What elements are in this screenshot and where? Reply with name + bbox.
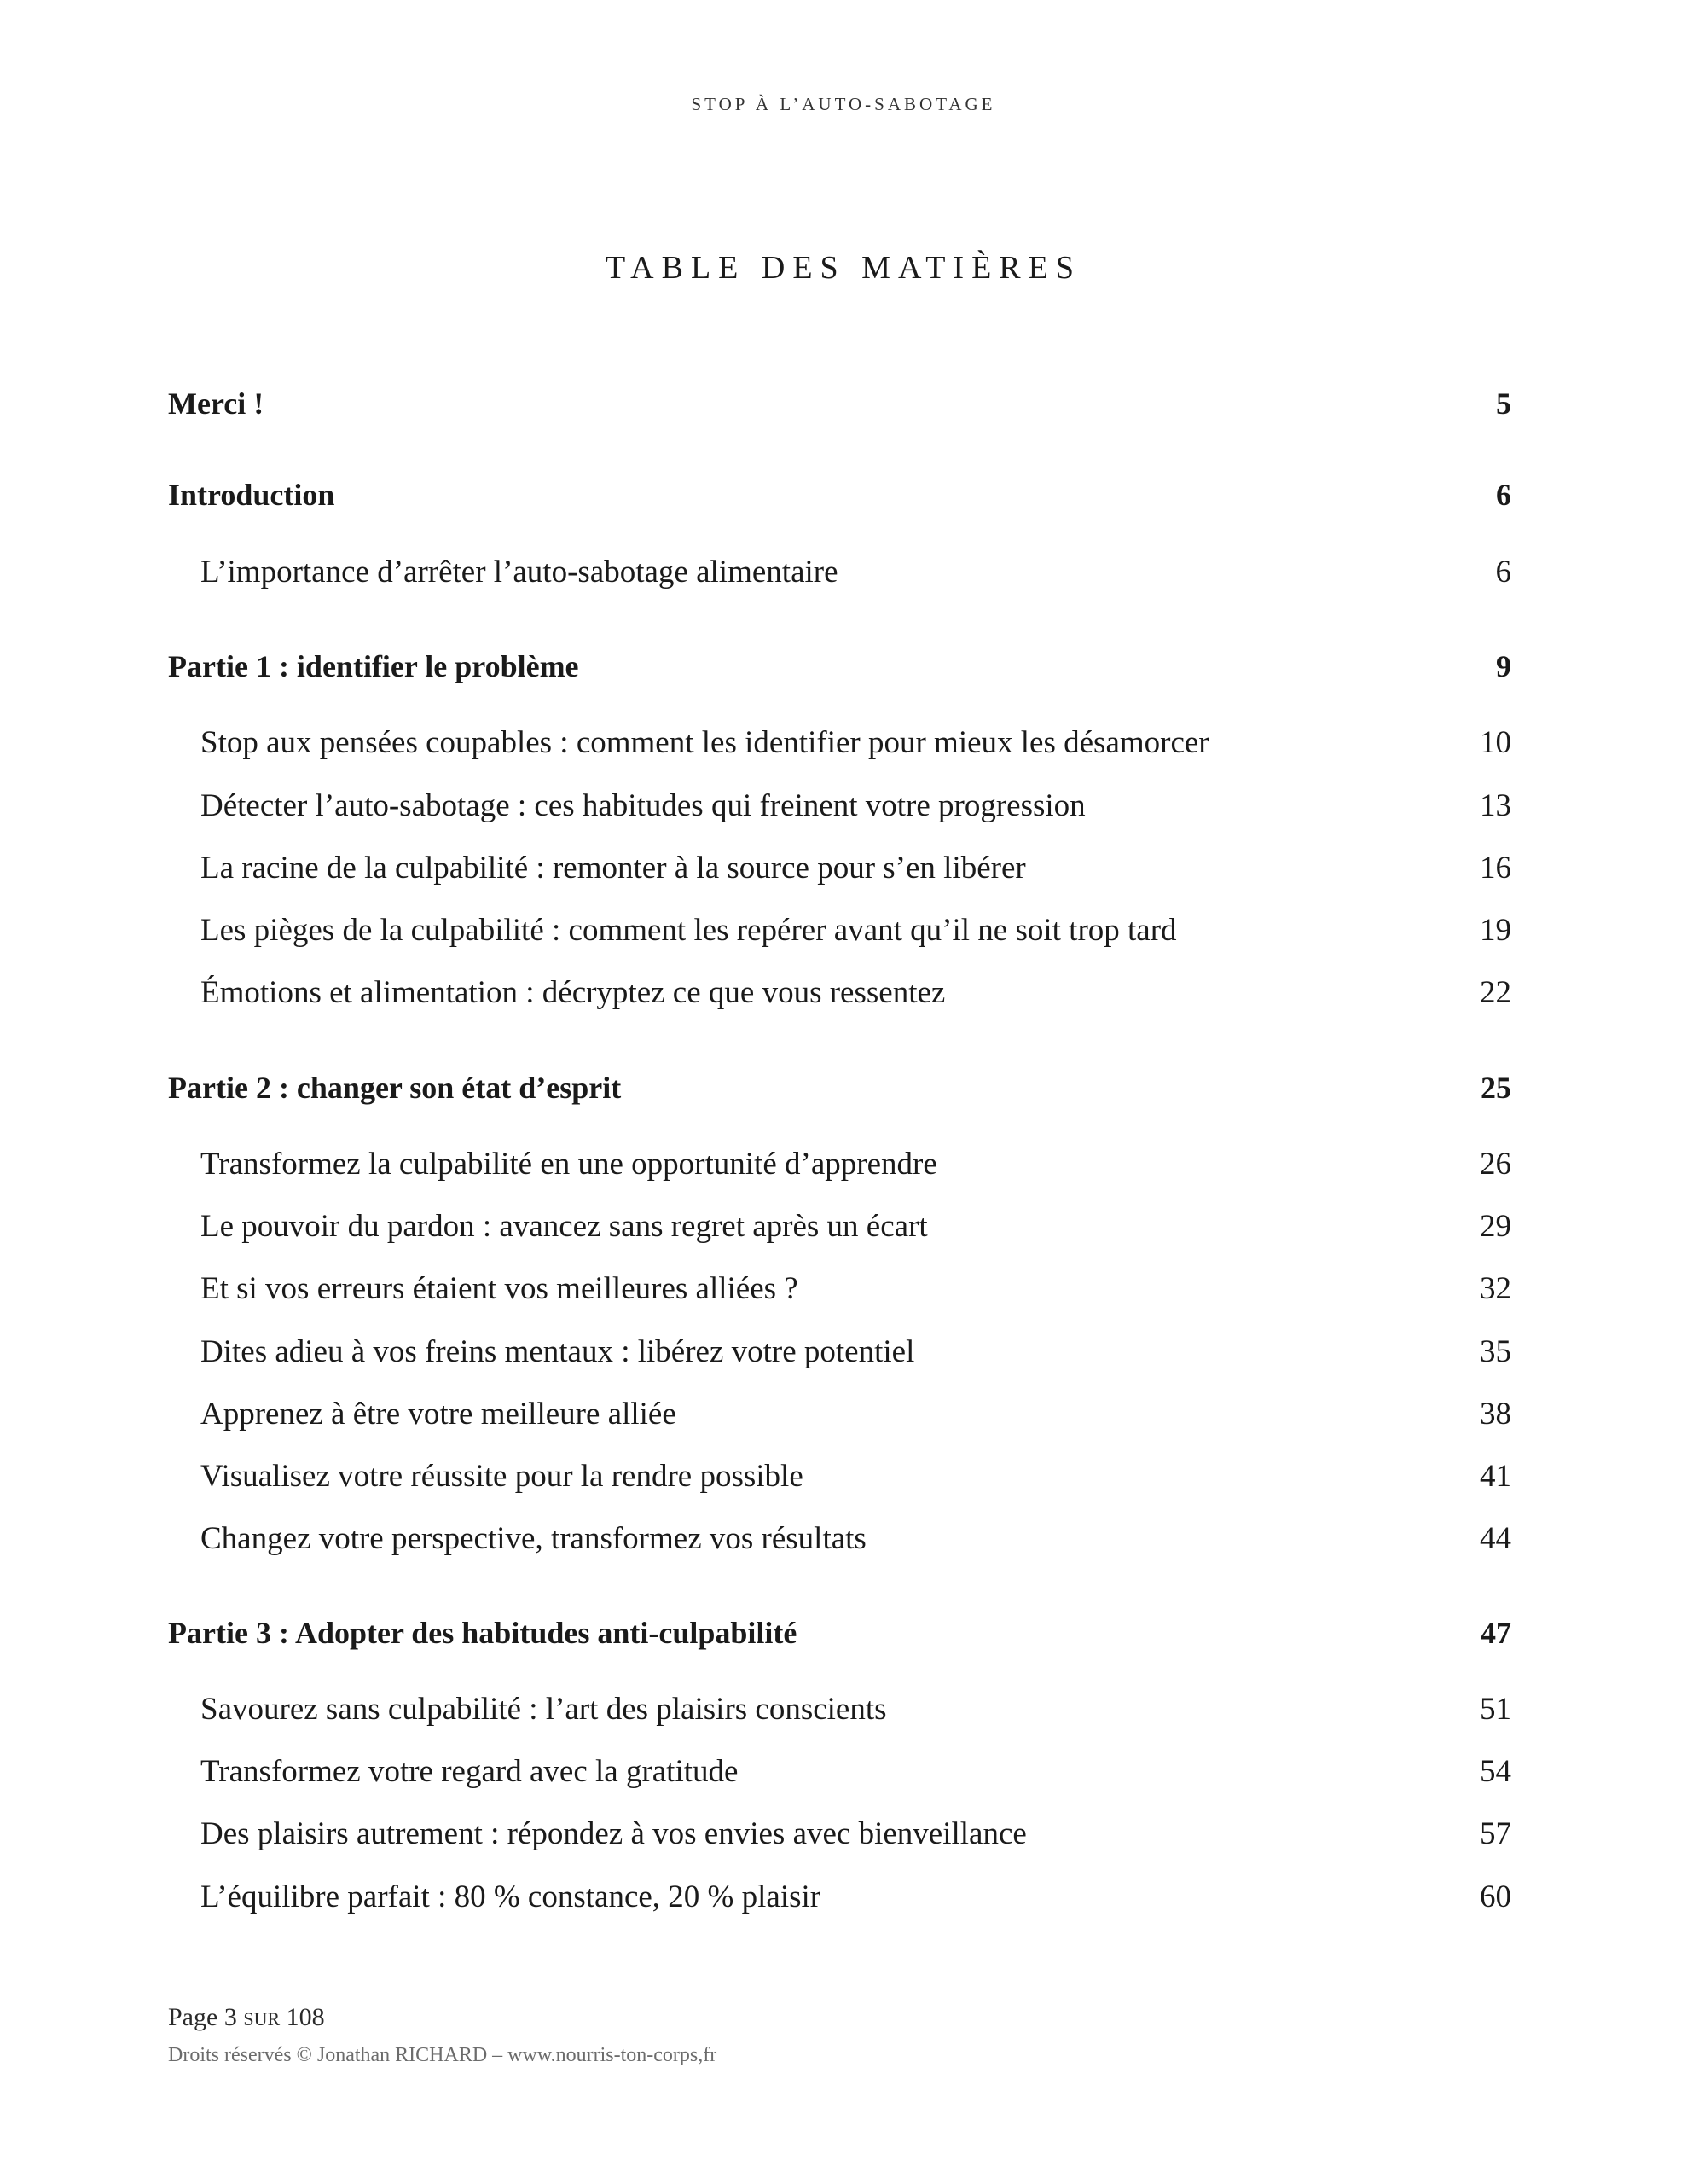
toc-entry-page: 54: [1480, 1754, 1511, 1789]
toc-entry-merci[interactable]: [168, 382, 1511, 425]
page-of: SUR: [243, 2008, 281, 2030]
toc-entry-page: 29: [1480, 1209, 1511, 1244]
toc-entry-page: 10: [1480, 725, 1511, 760]
toc-entry-label: Détecter l’auto-sabotage : ces habitudes qui freinent votre progression: [200, 788, 1086, 823]
toc-entry-partie-1[interactable]: [168, 645, 1511, 688]
toc-entry-equilibre[interactable]: [168, 1876, 1511, 1919]
toc-entry-label: Changez votre perspective, transformez vos résultats: [200, 1521, 867, 1556]
toc-entry-page: 32: [1480, 1271, 1511, 1306]
toc-entry-page: 26: [1480, 1147, 1511, 1182]
toc-entry-pensees-coupables[interactable]: [168, 722, 1511, 764]
toc-entry-page: 41: [1480, 1459, 1511, 1494]
toc-entry-gratitude[interactable]: [168, 1751, 1511, 1793]
toc-entry-page: 6: [1495, 555, 1511, 590]
toc-entry-visualisez[interactable]: [168, 1455, 1511, 1498]
page-current: 3: [223, 2003, 237, 2031]
page-total: 108: [286, 2003, 325, 2031]
toc-entry-transformez-culpabilite[interactable]: [168, 1143, 1511, 1186]
toc-entry-freins[interactable]: [168, 1331, 1511, 1374]
toc-entry-page: 5: [1496, 386, 1511, 421]
toc-entry-label: Dites adieu à vos freins mentaux : libérez votre potentiel: [200, 1334, 915, 1369]
toc-entry-page: 51: [1480, 1692, 1511, 1727]
toc-entry-page: 35: [1480, 1334, 1511, 1369]
toc-entry-label: Apprenez à être votre meilleure alliée: [200, 1397, 676, 1432]
toc-entry-page: 57: [1480, 1816, 1511, 1851]
toc-entry-page: 47: [1481, 1616, 1511, 1650]
toc-entry-label: Merci !: [168, 386, 264, 421]
running-header: STOP À L’AUTO-SABOTAGE: [691, 94, 996, 114]
toc-entry-label: Émotions et alimentation : décryptez ce que vous ressentez: [200, 975, 946, 1010]
toc-entry-partie-2[interactable]: [168, 1066, 1511, 1109]
toc-entry-label: Le pouvoir du pardon : avancez sans regret après un écart: [200, 1209, 928, 1244]
toc-entry-page: 19: [1480, 913, 1511, 948]
toc-entry-label: Visualisez votre réussite pour la rendre possible: [200, 1459, 803, 1494]
page-number: [168, 2003, 325, 2032]
toc-entry-pardon[interactable]: [168, 1205, 1511, 1248]
toc-entry-label: Savourez sans culpabilité : l’art des plaisirs conscients: [200, 1692, 887, 1727]
toc-entry-pieges[interactable]: [168, 909, 1511, 952]
toc-entry-page: 6: [1496, 478, 1511, 512]
toc-entry-page: 60: [1480, 1879, 1511, 1914]
toc-entry-label: Des plaisirs autrement : répondez à vos envies avec bienveillance: [200, 1816, 1027, 1851]
toc-entry-page: 9: [1496, 649, 1511, 683]
toc-entry-detecter[interactable]: [168, 785, 1511, 828]
toc-entry-page: 44: [1480, 1521, 1511, 1556]
toc-entry-importance[interactable]: [168, 551, 1511, 594]
toc-entry-alliee[interactable]: [168, 1393, 1511, 1436]
toc-entry-label: Les pièges de la culpabilité : comment les repérer avant qu’il ne soit trop tard: [200, 913, 1177, 948]
toc-entry-label: Transformez votre regard avec la gratitude: [200, 1754, 739, 1789]
toc-entry-label: Stop aux pensées coupables : comment les identifier pour mieux les désamorcer: [200, 725, 1209, 760]
toc-entry-erreurs[interactable]: [168, 1268, 1511, 1310]
toc-entry-page: 16: [1480, 851, 1511, 886]
toc-entry-label: L’équilibre parfait : 80 % constance, 20 % plaisir: [200, 1879, 821, 1914]
toc-entry-label: Transformez la culpabilité en une opportunité d’apprendre: [200, 1147, 937, 1182]
toc-entry-racine[interactable]: [168, 847, 1511, 890]
toc-entry-label: Partie 3 : Adopter des habitudes anti-culpabilité: [168, 1616, 797, 1650]
page-word: Page: [168, 2003, 218, 2031]
toc-entry-partie-3[interactable]: [168, 1612, 1511, 1654]
toc-entry-page: 22: [1480, 975, 1511, 1010]
toc-entry-introduction[interactable]: [168, 473, 1511, 516]
toc-title: TABLE DES MATIÈRES: [606, 250, 1081, 286]
toc-entry-perspective[interactable]: [168, 1518, 1511, 1560]
toc-entry-savourez[interactable]: [168, 1688, 1511, 1731]
toc-entry-page: 38: [1480, 1397, 1511, 1432]
toc-entry-label: La racine de la culpabilité : remonter à la source pour s’en libérer: [200, 851, 1026, 886]
toc-entry-label: Partie 1 : identifier le problème: [168, 649, 579, 683]
toc-entry-page: 25: [1481, 1071, 1511, 1105]
toc-entry-plaisirs-autrement[interactable]: [168, 1813, 1511, 1856]
toc-entry-label: Introduction: [168, 478, 335, 512]
copyright-notice: Droits réservés © Jonathan RICHARD – www.nourris-ton-corps,fr: [168, 2044, 717, 2066]
toc-entry-label: Partie 2 : changer son état d’esprit: [168, 1071, 622, 1105]
toc-entry-emotions[interactable]: [168, 972, 1511, 1014]
toc-entry-label: L’importance d’arrêter l’auto-sabotage alimentaire: [200, 555, 838, 590]
toc-entry-page: 13: [1480, 788, 1511, 823]
toc-entry-label: Et si vos erreurs étaient vos meilleures alliées ?: [200, 1271, 798, 1306]
